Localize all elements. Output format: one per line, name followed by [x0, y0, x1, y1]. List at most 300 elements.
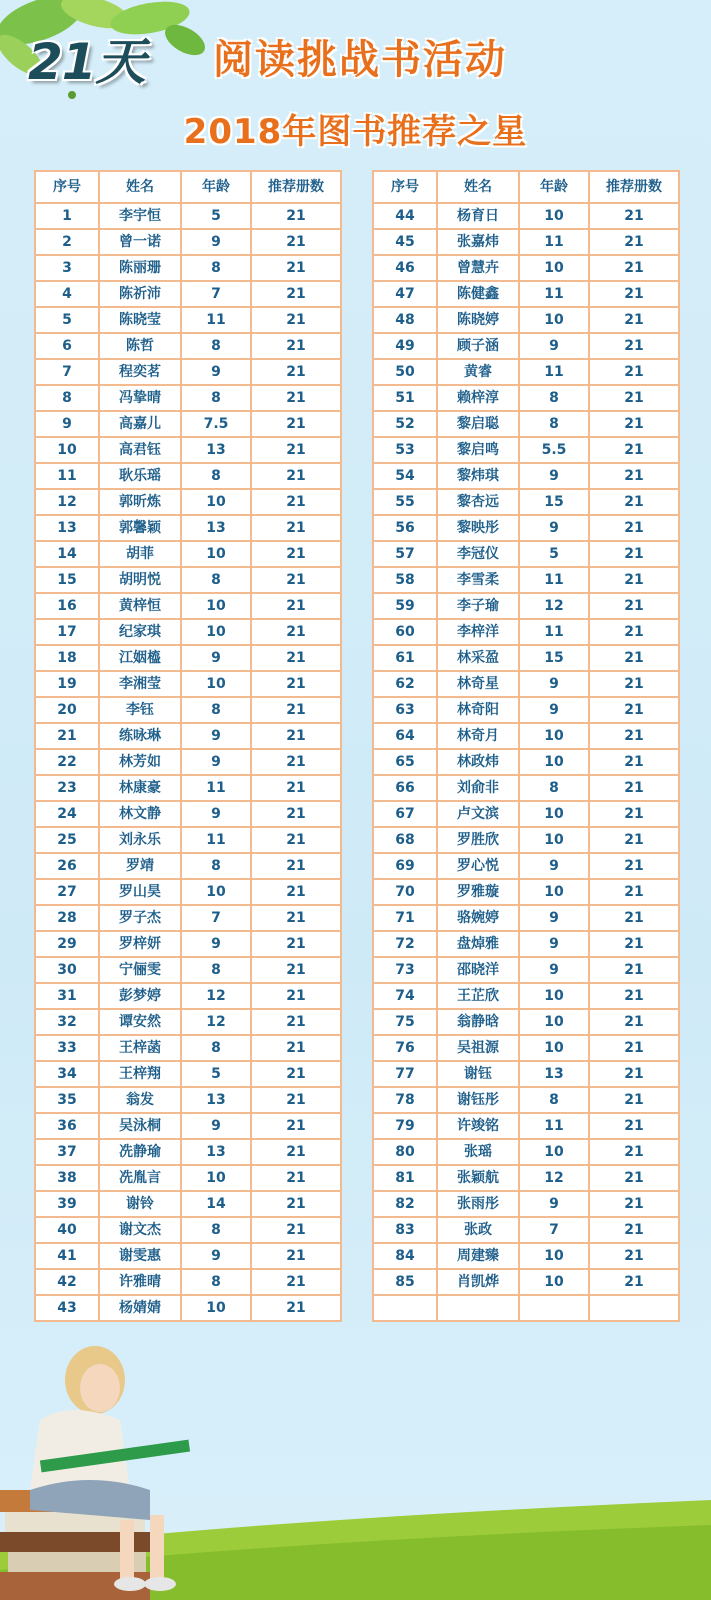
cell-name: 王梓翔: [99, 1061, 181, 1087]
table-row: [35, 1165, 341, 1191]
cell-index: 50: [373, 359, 437, 385]
cell-name: 翁发: [99, 1087, 181, 1113]
table-row: [373, 697, 679, 723]
cell-index: 15: [35, 567, 99, 593]
table-row: [35, 281, 341, 307]
cell-books: 21: [589, 229, 679, 255]
cell-age: 10: [519, 1243, 589, 1269]
cell-books: 21: [251, 1139, 341, 1165]
cell-books: 21: [589, 1009, 679, 1035]
cell-books: 21: [251, 1009, 341, 1035]
cell-books: 21: [589, 307, 679, 333]
cell-index: 49: [373, 333, 437, 359]
cell-index: 23: [35, 775, 99, 801]
cell-age: 10: [519, 749, 589, 775]
cell-index: 35: [35, 1087, 99, 1113]
cell-index: 30: [35, 957, 99, 983]
cell-index: 74: [373, 983, 437, 1009]
cell-books: 21: [589, 281, 679, 307]
cell-age: 10: [181, 1165, 251, 1191]
cell-name: 谢文杰: [99, 1217, 181, 1243]
cell-index: 57: [373, 541, 437, 567]
cell-books: 21: [251, 645, 341, 671]
cell-name: 邵晓洋: [437, 957, 519, 983]
table-row: [373, 853, 679, 879]
table-row: [35, 1243, 341, 1269]
roster-table-right: [372, 170, 680, 1322]
cell-age: 9: [181, 749, 251, 775]
cell-age: 9: [181, 723, 251, 749]
table-row: [35, 567, 341, 593]
table-row: [373, 1191, 679, 1217]
table-row: [35, 333, 341, 359]
cell-books: 21: [251, 1191, 341, 1217]
cell-books: 21: [589, 1269, 679, 1295]
cell-index: 66: [373, 775, 437, 801]
cell-books: 21: [589, 489, 679, 515]
cell-age: 10: [181, 1295, 251, 1321]
cell-age: 9: [519, 931, 589, 957]
cell-age: 8: [519, 411, 589, 437]
cell-age: 9: [181, 801, 251, 827]
table-row: [35, 515, 341, 541]
cell-name: 罗雅璇: [437, 879, 519, 905]
cell-books: 21: [589, 411, 679, 437]
cell-age: 9: [181, 1113, 251, 1139]
cell-name: 黎杏远: [437, 489, 519, 515]
cell-age: 7: [181, 905, 251, 931]
cell-age: 5.5: [519, 437, 589, 463]
cell-age: 9: [519, 515, 589, 541]
cell-books: 21: [589, 515, 679, 541]
cell-index: 68: [373, 827, 437, 853]
cell-age: 5: [181, 203, 251, 229]
cell-name: 王芷欣: [437, 983, 519, 1009]
cell-age: 8: [181, 853, 251, 879]
cell-books: 21: [589, 203, 679, 229]
cell-books: 21: [251, 307, 341, 333]
girl-reading-illustration: [0, 1340, 220, 1600]
cell-index: 55: [373, 489, 437, 515]
cell-index: 37: [35, 1139, 99, 1165]
cell-name: 林芳如: [99, 749, 181, 775]
cell-index: 85: [373, 1269, 437, 1295]
cell-index: 48: [373, 307, 437, 333]
cell-books: 21: [251, 619, 341, 645]
table-row: [373, 307, 679, 333]
cell-books: 21: [589, 983, 679, 1009]
table-row: [373, 437, 679, 463]
cell-books: 21: [251, 411, 341, 437]
cell-index: 82: [373, 1191, 437, 1217]
table-row: [35, 619, 341, 645]
cell-name: 林采盈: [437, 645, 519, 671]
cell-age: 9: [519, 1191, 589, 1217]
table-row: [35, 463, 341, 489]
cell-index: 3: [35, 255, 99, 281]
cell-books: 21: [251, 827, 341, 853]
table-header-row: [373, 171, 679, 203]
cell-index: 36: [35, 1113, 99, 1139]
cell-books: 21: [589, 1217, 679, 1243]
table-row: [35, 541, 341, 567]
cell-books: [589, 1295, 679, 1321]
cell-name: 曾慧卉: [437, 255, 519, 281]
cell-books: 21: [589, 931, 679, 957]
cell-age: 11: [519, 567, 589, 593]
table-row: [35, 203, 341, 229]
cell-index: 63: [373, 697, 437, 723]
cell-name: 林奇月: [437, 723, 519, 749]
cell-age: 12: [181, 1009, 251, 1035]
table-row: [373, 801, 679, 827]
cell-name: 周建臻: [437, 1243, 519, 1269]
cell-books: 21: [589, 619, 679, 645]
cell-index: 18: [35, 645, 99, 671]
cell-books: 21: [251, 359, 341, 385]
table-row: [35, 307, 341, 333]
cell-index: 31: [35, 983, 99, 1009]
table-row: [35, 775, 341, 801]
cell-age: 8: [181, 255, 251, 281]
table-row: [373, 1061, 679, 1087]
cell-books: 21: [251, 671, 341, 697]
cell-books: 21: [589, 749, 679, 775]
cell-books: 21: [251, 879, 341, 905]
table-row: [373, 1009, 679, 1035]
table-row: [373, 1113, 679, 1139]
cell-books: 21: [589, 671, 679, 697]
col-header-index: 序号: [373, 171, 437, 203]
table-row: [35, 385, 341, 411]
cell-name: 李宇恒: [99, 203, 181, 229]
table-row: [373, 931, 679, 957]
cell-books: 21: [589, 1139, 679, 1165]
cell-name: 张嘉炜: [437, 229, 519, 255]
cell-index: 19: [35, 671, 99, 697]
cell-name: 罗子杰: [99, 905, 181, 931]
col-header-name: 姓名: [437, 171, 519, 203]
cell-age: 8: [519, 775, 589, 801]
table-row: [373, 255, 679, 281]
cell-books: 21: [251, 463, 341, 489]
cell-books: 21: [251, 1113, 341, 1139]
cell-name: 吴泳桐: [99, 1113, 181, 1139]
cell-index: 78: [373, 1087, 437, 1113]
cell-name: 罗胜欣: [437, 827, 519, 853]
cell-index: 71: [373, 905, 437, 931]
cell-index: 44: [373, 203, 437, 229]
cell-index: 32: [35, 1009, 99, 1035]
cell-books: 21: [589, 775, 679, 801]
cell-age: 10: [181, 593, 251, 619]
cell-age: 8: [181, 1217, 251, 1243]
cell-age: 9: [519, 905, 589, 931]
cell-index: 73: [373, 957, 437, 983]
cell-name: 冼静瑜: [99, 1139, 181, 1165]
cell-books: 21: [589, 645, 679, 671]
table-row: [35, 645, 341, 671]
cell-books: 21: [251, 775, 341, 801]
cell-books: 21: [251, 281, 341, 307]
cell-books: 21: [251, 255, 341, 281]
cell-name: 林文静: [99, 801, 181, 827]
cell-age: 10: [519, 203, 589, 229]
cell-name: 卢文滨: [437, 801, 519, 827]
cell-books: 21: [251, 1165, 341, 1191]
cell-index: 34: [35, 1061, 99, 1087]
table-row: [373, 827, 679, 853]
cell-name: 李梓洋: [437, 619, 519, 645]
cell-age: 9: [181, 1243, 251, 1269]
cell-age: 10: [519, 1139, 589, 1165]
cell-index: 27: [35, 879, 99, 905]
cell-index: 14: [35, 541, 99, 567]
cell-books: 21: [251, 437, 341, 463]
col-header-age: 年龄: [519, 171, 589, 203]
cell-name: 张雨彤: [437, 1191, 519, 1217]
cell-index: 70: [373, 879, 437, 905]
cell-age: 7.5: [181, 411, 251, 437]
cell-index: 80: [373, 1139, 437, 1165]
table-row: [373, 671, 679, 697]
cell-index: 59: [373, 593, 437, 619]
cell-index: 62: [373, 671, 437, 697]
cell-age: 9: [181, 229, 251, 255]
cell-books: 21: [251, 1243, 341, 1269]
table-row: [35, 411, 341, 437]
cell-age: 14: [181, 1191, 251, 1217]
table-row: [373, 489, 679, 515]
cell-age: 9: [181, 359, 251, 385]
cell-books: 21: [251, 697, 341, 723]
cell-index: 9: [35, 411, 99, 437]
cell-name: 陈晓婷: [437, 307, 519, 333]
cell-name: 郭馨颖: [99, 515, 181, 541]
cell-age: 8: [181, 1269, 251, 1295]
cell-books: 21: [251, 1061, 341, 1087]
cell-books: 21: [251, 801, 341, 827]
table-row: [35, 671, 341, 697]
cell-name: 张瑶: [437, 1139, 519, 1165]
table-row: [35, 359, 341, 385]
cell-name: 彭梦婷: [99, 983, 181, 1009]
cell-index: 47: [373, 281, 437, 307]
table-row: [373, 1165, 679, 1191]
cell-age: 10: [519, 255, 589, 281]
table-row: [35, 827, 341, 853]
cell-index: 53: [373, 437, 437, 463]
cell-index: 79: [373, 1113, 437, 1139]
cell-name: 耿乐瑶: [99, 463, 181, 489]
cell-books: 21: [251, 593, 341, 619]
cell-age: 8: [181, 957, 251, 983]
cell-name: 曾一诺: [99, 229, 181, 255]
cell-index: 22: [35, 749, 99, 775]
cell-name: 陈哲: [99, 333, 181, 359]
cell-age: 10: [181, 489, 251, 515]
cell-name: 许雅晴: [99, 1269, 181, 1295]
cell-age: 10: [181, 541, 251, 567]
cell-books: 21: [251, 1269, 341, 1295]
col-header-books: 推荐册数: [589, 171, 679, 203]
cell-name: 盘焯雅: [437, 931, 519, 957]
table-row: [35, 879, 341, 905]
table-row: [373, 749, 679, 775]
table-row: [35, 931, 341, 957]
cell-age: 9: [519, 853, 589, 879]
cell-index: 58: [373, 567, 437, 593]
cell-name: 张颖航: [437, 1165, 519, 1191]
cell-name: 谢钰彤: [437, 1087, 519, 1113]
cell-books: 21: [251, 723, 341, 749]
cell-index: 26: [35, 853, 99, 879]
cell-index: 20: [35, 697, 99, 723]
cell-age: 11: [181, 307, 251, 333]
table-header-row: [35, 171, 341, 203]
cell-index: 33: [35, 1035, 99, 1061]
cell-age: 15: [519, 489, 589, 515]
cell-age: 11: [519, 619, 589, 645]
cell-name: 谢雯惠: [99, 1243, 181, 1269]
cell-name: 纪家琪: [99, 619, 181, 645]
cell-age: 9: [519, 333, 589, 359]
cell-books: 21: [251, 749, 341, 775]
cell-age: 10: [519, 723, 589, 749]
table-row: [373, 723, 679, 749]
cell-index: 43: [35, 1295, 99, 1321]
cell-name: 罗心悦: [437, 853, 519, 879]
cell-age: 11: [519, 359, 589, 385]
cell-age: 5: [519, 541, 589, 567]
cell-books: 21: [589, 1243, 679, 1269]
cell-name: 胡明悦: [99, 567, 181, 593]
cell-age: 10: [181, 619, 251, 645]
cell-books: 21: [251, 957, 341, 983]
cell-name: 谢铃: [99, 1191, 181, 1217]
cell-name: 李冠仪: [437, 541, 519, 567]
table-row: [373, 1035, 679, 1061]
cell-books: 21: [589, 1035, 679, 1061]
cell-age: 10: [181, 879, 251, 905]
table-row: [373, 619, 679, 645]
cell-age: 5: [181, 1061, 251, 1087]
cell-index: 25: [35, 827, 99, 853]
cell-index: 17: [35, 619, 99, 645]
cell-books: 21: [589, 593, 679, 619]
cell-name: 王梓菡: [99, 1035, 181, 1061]
table-row: [373, 515, 679, 541]
table-row: [35, 1217, 341, 1243]
cell-books: 21: [589, 541, 679, 567]
table-row: [373, 463, 679, 489]
cell-age: 8: [181, 385, 251, 411]
cell-index: 60: [373, 619, 437, 645]
cell-age: 13: [181, 515, 251, 541]
cell-age: 8: [181, 1035, 251, 1061]
cell-age: 10: [181, 671, 251, 697]
cell-name: 顾子涵: [437, 333, 519, 359]
table-row: [35, 801, 341, 827]
cell-age: 9: [181, 645, 251, 671]
table-row: [373, 281, 679, 307]
cell-name: 江姻橀: [99, 645, 181, 671]
cell-name: 李钰: [99, 697, 181, 723]
cell-name: 黎炜琪: [437, 463, 519, 489]
cell-name: 宁俪雯: [99, 957, 181, 983]
cell-name: 胡菲: [99, 541, 181, 567]
table-row: [35, 437, 341, 463]
cell-age: 13: [181, 1087, 251, 1113]
cell-books: 21: [251, 905, 341, 931]
cell-books: 21: [251, 567, 341, 593]
cell-name: 张政: [437, 1217, 519, 1243]
cell-name: 林奇星: [437, 671, 519, 697]
cell-index: 45: [373, 229, 437, 255]
cell-age: 8: [519, 1087, 589, 1113]
cell-books: 21: [251, 931, 341, 957]
cell-age: 9: [519, 671, 589, 697]
cell-name: 黄梓恒: [99, 593, 181, 619]
cell-books: 21: [589, 1113, 679, 1139]
cell-name: 罗梓妍: [99, 931, 181, 957]
cell-name: 谢钰: [437, 1061, 519, 1087]
cell-age: 12: [519, 593, 589, 619]
cell-age: 10: [519, 983, 589, 1009]
cell-books: 21: [251, 983, 341, 1009]
cell-age: 13: [181, 1139, 251, 1165]
roster-table-left: [34, 170, 342, 1322]
table-row: [35, 1009, 341, 1035]
table-row: [35, 1139, 341, 1165]
cell-index: 64: [373, 723, 437, 749]
cell-name: 骆婉婷: [437, 905, 519, 931]
cell-age: 15: [519, 645, 589, 671]
cell-age: 10: [519, 801, 589, 827]
cell-age: 9: [519, 697, 589, 723]
table-row: [35, 1113, 341, 1139]
cell-index: 61: [373, 645, 437, 671]
cell-age: 8: [519, 385, 589, 411]
cell-index: 1: [35, 203, 99, 229]
cell-age: 13: [519, 1061, 589, 1087]
cell-name: 黄睿: [437, 359, 519, 385]
cell-books: 21: [251, 1217, 341, 1243]
table-row: [35, 749, 341, 775]
cell-name: 李雪柔: [437, 567, 519, 593]
cell-name: 翁静晗: [437, 1009, 519, 1035]
cell-age: 11: [519, 1113, 589, 1139]
cell-name: 冯挚晴: [99, 385, 181, 411]
table-row: [373, 905, 679, 931]
table-row: [35, 697, 341, 723]
table-row: [35, 1269, 341, 1295]
cell-index: 65: [373, 749, 437, 775]
title-row: [28, 22, 668, 91]
cell-index: 51: [373, 385, 437, 411]
cell-age: [519, 1295, 589, 1321]
table-row: [373, 1243, 679, 1269]
cell-index: 75: [373, 1009, 437, 1035]
col-header-age: 年龄: [181, 171, 251, 203]
table-row: [373, 1139, 679, 1165]
cell-name: 黎映彤: [437, 515, 519, 541]
cell-age: 7: [519, 1217, 589, 1243]
table-row: [373, 1269, 679, 1295]
cell-name: 杨育日: [437, 203, 519, 229]
cell-name: 肖凯烨: [437, 1269, 519, 1295]
cell-index: 12: [35, 489, 99, 515]
